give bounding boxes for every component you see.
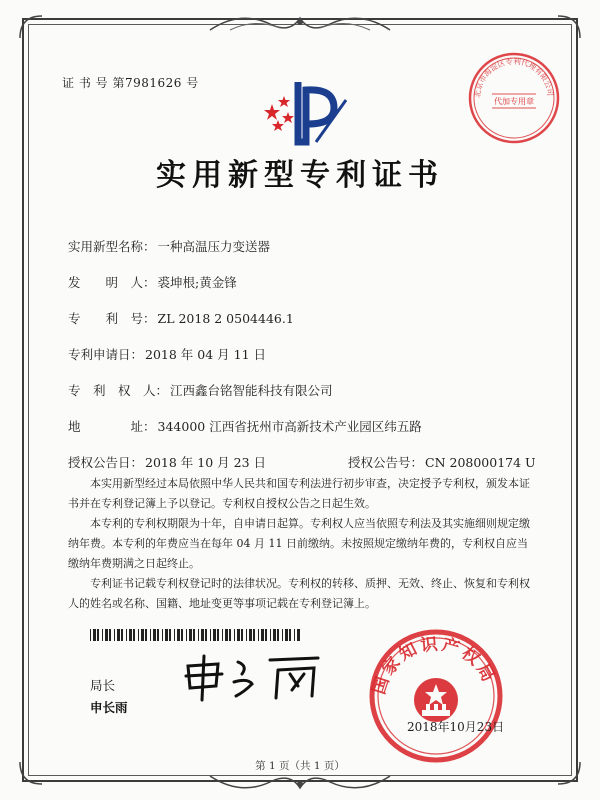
barcode-bar [102,629,103,641]
director-name: 申长雨 [90,700,128,715]
field-patent-number [68,309,294,327]
barcode-bar [193,629,195,641]
barcode-bar [246,629,247,641]
field-utility-name [68,237,270,255]
barcode-bar [169,629,171,641]
field-value: 2018 年 04 月 11 日 [145,347,267,362]
barcode-bar [186,629,187,641]
barcode-bar [105,629,108,641]
certificate-number: 证 书 号 第7981626 号 [62,76,199,90]
field-value: ZL 2018 2 0504446.1 [157,311,294,326]
field-label: 实用新型名称： [68,239,156,254]
field-label: 授权公告日： [68,455,144,470]
barcode-bar [114,629,115,641]
barcode-bar [201,629,204,641]
barcode-bar [97,629,99,641]
barcode-bar [253,629,255,641]
barcode-bar [270,629,271,641]
certificate-title: 实用新型专利证书 [156,158,444,193]
barcode-bar [121,629,123,641]
field-value: 江西鑫台铭智能科技有限公司 [170,383,333,398]
barcode-bar [174,629,175,641]
barcode-bar [297,629,300,641]
top-ornament [200,8,400,38]
field-value: 344000 江西省抚州市高新技术产业园区纬五路 [157,419,422,434]
paragraph: 本专利的专利权期限为十年，自申请日起算。专利权人应当依照专利法及其实施细则规定缴纳年费。本专利的年费应当在每年 04 月 11 日前缴纳。未按照规定缴纳年费的，专利权自应当缴纳年费期满之日起终止。 [68,517,530,570]
field-label: 专 利 权 人： [68,383,169,398]
barcode-bar [222,629,223,641]
agency-stamp-inner: 代加专用章 [494,97,534,106]
barcode-bar [153,629,156,641]
barcode-bar [138,629,139,641]
paragraph: 本实用新型经过本局依照中华人民共和国专利法进行初步审查，决定授予专利权，颁发本证书并在专利登记簿上予以登记。专利权自授权公告之日起生效。 [68,477,530,510]
corner-ornament-tr [554,12,584,42]
barcode-bar [141,629,144,641]
barcode-bar [90,629,91,641]
director-signature [178,652,328,704]
barcode-bar [133,629,135,641]
barcode-bar [198,629,199,641]
page-footer: 第 1 页（共 1 页） [255,760,345,772]
barcode-bar [277,629,279,641]
barcode-bar [241,629,243,641]
field-label: 地 址： [68,419,156,434]
director-title: 局长 [90,678,116,693]
barcode-bar [217,629,219,641]
barcode-bar [189,629,192,641]
paragraph: 专利证书记载专利权登记时的法律状况。专利权的转移、质押、无效、终止、恢复和专利权人的姓名或名称、国籍、地址变更等事项记载在专利登记簿上。 [68,577,530,610]
barcode-bar [261,629,264,641]
barcode-bar [126,629,127,641]
barcode-bar [234,629,235,641]
agency-stamp-text: 北京市海淀区专利代理有限公司 [472,56,556,99]
barcode-bar [225,629,228,641]
barcode-bar [265,629,267,641]
barcode-bar [229,629,231,641]
barcode-bar [285,629,288,641]
field-label: 专 利 号： [68,311,156,326]
barcode [90,629,300,641]
barcode-bar [258,629,259,641]
corner-ornament-tl [16,12,46,42]
barcode-bar [249,629,252,641]
field-application-date [68,345,266,363]
barcode-bar [109,629,111,641]
field-value: 裘坤根;黄金锋 [157,275,237,290]
barcode-bar [145,629,147,641]
field-announce-number [348,453,536,471]
field-patentee [68,381,333,399]
barcode-bar [162,629,163,641]
barcode-bar [213,629,216,641]
field-inventor [68,273,237,291]
barcode-bar [117,629,120,641]
barcode-bar [129,629,132,641]
agency-stamp [466,50,562,146]
certificate-body [68,474,538,614]
barcode-bar [289,629,291,641]
patent-office-logo-icon [250,70,360,150]
field-label: 发 明 人： [68,275,156,290]
barcode-bar [237,629,240,641]
barcode-bar [205,629,207,641]
barcode-bar [165,629,168,641]
field-value: CN 208000174 U [425,455,536,470]
office-seal-text: 国家知识产权局 [369,634,500,697]
field-address [68,417,422,435]
field-label: 专利申请日： [68,347,144,362]
seal-date: 2018年10月23日 [407,720,505,734]
barcode-bar [150,629,151,641]
field-value: 2018 年 10 月 23 日 [145,455,267,470]
field-value: 一种高温压力变送器 [157,239,271,254]
field-label: 授权公告号： [348,455,424,470]
barcode-bar [177,629,180,641]
svg-text:北京市海淀区专利代理有限公司 [472,56,555,98]
field-announce-date [68,453,266,471]
barcode-bar [282,629,283,641]
bottom-ornament [200,770,400,798]
barcode-bar [210,629,211,641]
barcode-bar [93,629,96,641]
barcode-bar [294,629,295,641]
barcode-bar [157,629,159,641]
national-emblem-icon [414,678,458,722]
barcode-bar [181,629,183,641]
office-seal [362,624,510,764]
barcode-bar [273,629,276,641]
